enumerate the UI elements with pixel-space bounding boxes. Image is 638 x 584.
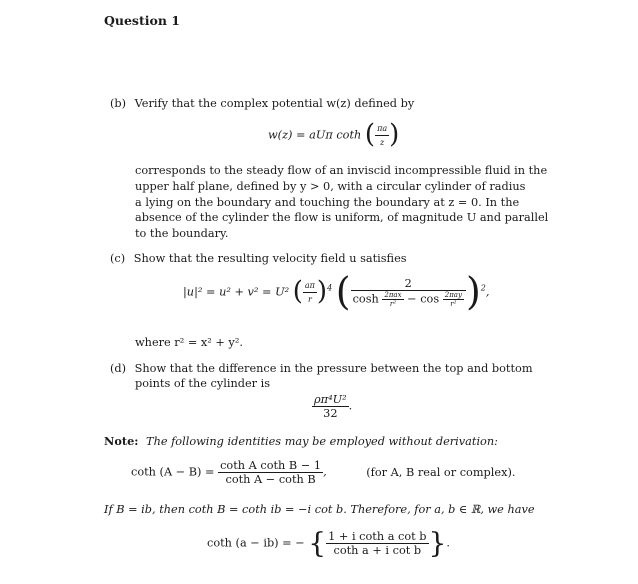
part-d-den: 32 [323,407,338,420]
cosh-arg-den: r² [389,300,397,308]
part-c-trail: , [485,285,490,299]
part-b-text-line: corresponds to the steady flow of an inviscid incompressible fluid in the [135,164,548,177]
part-b-intro: Verify that the complex potential w(z) defined by [134,97,415,110]
part-b-eq-den: z [379,138,385,147]
identity-1 [131,459,515,486]
part-c-intro: Show that the resulting velocity field u satisfies [133,252,407,265]
part-c-eq-lhs: |u|² = u² + v² = U² [183,285,290,299]
identity-2-num: 1 + i coth a cot b [328,530,427,543]
part-c-frac2-den [351,291,466,308]
part-d-trail: . [348,399,353,413]
part-c-frac2 [351,277,466,308]
identity-1-trail: , [323,465,327,479]
part-c-frac1-num: aπ [303,279,317,293]
identity-1-den: coth A − coth B [225,473,316,486]
part-d-equation [312,393,352,420]
cosh-arg-num: 2πax [384,291,402,299]
part-c-where: where r² = x² + y². [135,336,243,349]
part-b-text-line: a lying on the boundary and touching the boundary at z = 0. In the [135,196,520,209]
identity-2-lhs: coth (a − ib) = − [207,536,305,550]
identity-1-lhs: coth (A − B) = [131,465,215,479]
part-b-text-line: absence of the cylinder the flow is uniform, of magnitude U and parallel [135,211,549,224]
cos-arg-den: r² [450,300,457,308]
part-c-equation: |u|² = u² + v² = U² ( $\frac{a\pi}{r}$ )$^4$ ( 2 cosh $\frac{\text{2πax}}{\text{r²}}$ − cos $\frac{\text{2πay}}{\text{r²}}$ )$^2$, [183,269,490,314]
part-c-exp1: 4 [327,283,333,293]
part-c-intro-line [110,251,407,267]
identity-1-condition: (for A, B real or complex). [366,465,516,479]
part-b-eq-fraction [375,122,389,149]
cos-text: cos [420,292,440,306]
minus-sign: − [407,292,417,306]
part-d-text: Show that the difference in the pressure between the top and bottom [134,362,533,375]
part-d-line-2: points of the cylinder is [135,377,271,390]
part-b-eq-num: πa [375,122,389,136]
identity-2: coth (a − ib) = − { $\frac{\text{1 + i coth a cot b}}{\text{coth a + i cot b}}$ }. [207,526,450,560]
cosh-text: cosh [352,292,379,306]
note-label: Note: [104,434,139,448]
part-d-label: (d) [110,362,127,375]
part-b-intro-line [110,96,414,112]
part-c-frac1 [303,279,317,306]
part-b-label: (b) [110,97,127,110]
identity-2-trail: . [446,536,450,550]
part-d-line-1 [110,361,533,377]
part-c-exp2: 2 [480,283,486,293]
if-line: If B = ib, then coth B = coth ib = −i cot b. Therefore, for a, b ∈ ℝ, we have [104,503,535,516]
note-text: The following identities may be employed without derivation: [146,435,498,448]
part-b-text-line: to the boundary. [135,227,229,240]
cos-arg-num: 2πay [444,291,462,299]
part-c-frac1-den: r [307,295,312,304]
note-line [104,434,498,450]
question-title: Question 1 [104,13,180,28]
part-c-label: (c) [110,252,126,265]
part-b-text-line: upper half plane, defined by y > 0, with a circular cylinder of radius [135,180,526,193]
identity-1-num: coth A coth B − 1 [220,459,322,472]
identity-2-den: coth a + i cot b [333,544,422,557]
part-b-equation: w(z) = aUπ coth ( $\frac{\pi a}{z}$ ) [268,119,400,150]
part-c-frac2-num: 2 [351,277,466,291]
part-d-num: ρπ⁴U² [314,393,347,406]
part-b-eq-lhs: w(z) = aUπ coth [268,128,362,142]
